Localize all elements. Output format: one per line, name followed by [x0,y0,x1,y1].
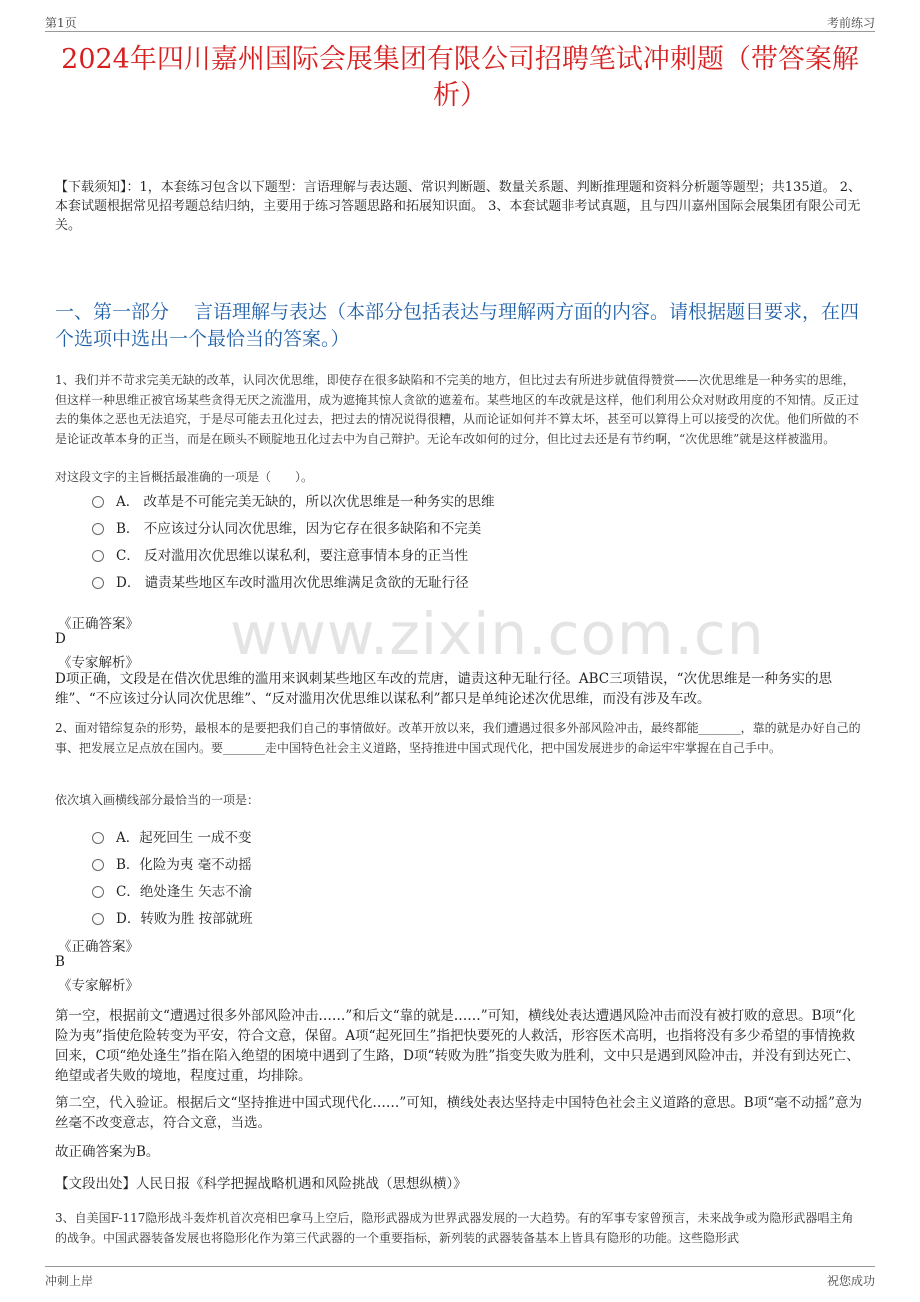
option-label: D． 谴责某些地区车改时滥用次优思维满足贪欲的无耻行径 [116,575,469,591]
option-label: A． 改革是不可能完美无缺的，所以次优思维是一种务实的思维 [116,494,495,510]
radio-icon[interactable] [92,496,104,508]
page-footer [45,1272,875,1289]
q1-option-c[interactable] [92,544,468,564]
q2-analysis-p2: 第二空，代入验证。根据后文“坚持推进中国式现代化……”可知，横线处表达坚持走中国特色社会主义道路的意思。B项“毫不动摇”意为丝毫不改变意志，符合文意，当选。 [55,1095,863,1131]
q2-answer-label: 《正确答案》 [58,939,139,955]
header-label: 考前练习 [826,16,875,30]
q2-option-a[interactable] [92,826,252,846]
q1-option-a[interactable] [92,490,495,510]
q1-option-b[interactable] [92,517,481,537]
q2-source: 【文段出处】人民日报《科学把握战略机遇和风险挑战（思想纵横）》 [55,1176,467,1192]
q2-answer: B [55,954,65,970]
q2-analysis-label: 《专家解析》 [58,978,139,994]
radio-icon[interactable] [92,859,104,871]
q3-stem: 3、自美国F-117隐形战斗轰炸机首次亮相巴拿马上空后，隐形武器成为世界武器发展的一大趋势。有的军事专家曾预言，未来战争或为隐形武器唱主角的战争。中国武器装备发展也将隐形化作为第三代武器的一个重要指标，新列装的武器装备基本上皆具有隐形的功能。这些隐形武 [55,1211,854,1245]
q2-analysis-p1: 第一空，根据前文“遭遇过很多外部风险冲击……”和后文“靠的就是……”可知，横线处表达遭遇风险冲击而没有被打败的意思。B项“化险为夷”指使危险转变为平安，符合文意，保留。A项“起死回生”指把快要死的人救活，形容医术高明，也指将没有多少希望的事情挽救回来，C项“绝处逢生”指在陷入绝望的困境中遇到了生路，D项“转败为胜”指变失败为胜利，文中只是遇到风险冲击，并没有到达死亡、绝望或者失败的境地，程度过重，均排除。 [55,1008,860,1084]
section-title: 一、第一部分 言语理解与表达（本部分包括表达与理解两方面的内容。请根据题目要求，在四个选项中选出一个最恰当的答案。） [55,301,860,350]
radio-icon[interactable] [92,550,104,562]
q2-option-d[interactable] [92,907,253,927]
q1-stem: 1、我们并不苛求完美无缺的改革，认同次优思维，即使存在很多缺陷和不完美的地方，但比过去有所进步就值得赞赏——次优思维是一种务实的思维，但这样一种思维正被官场某些贪得无厌之流滥用，成为遮掩其惊人贪欲的遮羞布。某些地区的车改就是这样，他们利用公众对财政用度的不知情。反正过去的集体之恶也无法追究，于是尽可能去丑化过去，把过去的情况说得很糟，从而论证如何并不算太坏，甚至可以算得上可以接受的次优。他们所做的不是论证改革本身的正当，而是在顾头不顾腚地丑化过去中为自己辩护。无论车改如何的过分，但比过去还是有节约啊，“次优思维”就是这样被滥用。 [55,373,860,446]
footer-left: 冲刺上岸 [45,1274,94,1288]
q2-option-b[interactable] [92,853,252,873]
download-notice: 【下载须知】：1，本套练习包含以下题型：言语理解与表达题、常识判断题、数量关系题、判断推理题和资料分析题等题型；共135道。 2、本套试题根据常见招考题总结归纳，主要用于练习答题思路和拓展知识面。 3、本套试题非考试真题，且与四川嘉州国际会展集团有限公司无关。 [55,180,861,233]
q1-analysis: D项正确，文段是在借次优思维的滥用来讽刺某些地区车改的荒唐，谴责这种无耻行径。ABC三项错误，“次优思维是一种务实的思维”、“不应该过分认同次优思维”、“反对滥用次优思维以谋私利”都只是单纯论述次优思维，而没有涉及车改。 [55,671,832,707]
radio-icon[interactable] [92,523,104,535]
page-number: 第1页 [45,16,77,30]
option-label: C． 反对滥用次优思维以谋私利，要注意事情本身的正当性 [116,548,469,564]
option-label: B．化险为夷 毫不动摇 [116,857,252,873]
radio-icon[interactable] [92,886,104,898]
header-divider [45,31,875,32]
radio-icon[interactable] [92,832,104,844]
watermark: www.zixin.com.cn [230,600,765,668]
footer-divider [45,1266,875,1267]
document-title: 2024年四川嘉州国际会展集团有限公司招聘笔试冲刺题（带答案解析） [61,44,859,111]
footer-right: 祝您成功 [826,1274,875,1288]
option-label: C．绝处逢生 矢志不渝 [116,884,253,900]
q1-option-d[interactable] [92,571,469,591]
option-label: B． 不应该过分认同次优思维，因为它存在很多缺陷和不完美 [116,521,482,537]
radio-icon[interactable] [92,913,104,925]
q2-option-c[interactable] [92,880,252,900]
q2-analysis-p3: 故正确答案为B。 [55,1144,160,1160]
option-label: A．起死回生 一成不变 [116,830,252,846]
radio-icon[interactable] [92,577,104,589]
q1-analysis-label: 《专家解析》 [58,655,139,671]
q2-stem: 2、面对错综复杂的形势，最根本的是要把我们自己的事情做好。改革开放以来，我们遭遇过很多外部风险冲击，最终都能_______，靠的就是办好自己的事、把发展立足点放在国内。要_______走中国特色社会主义道路，坚持推进中国式现代化，把中国发展进步的命运牢牢掌握在自己手中。 [55,721,861,755]
q1-question: 对这段文字的主旨概括最准确的一项是（ ）。 [55,470,314,484]
q2-question: 依次填入画横线部分最恰当的一项是： [55,793,260,807]
q1-answer: D [55,631,66,647]
page-header [45,14,875,31]
q1-answer-label: 《正确答案》 [58,616,139,632]
option-label: D．转败为胜 按部就班 [116,911,253,927]
